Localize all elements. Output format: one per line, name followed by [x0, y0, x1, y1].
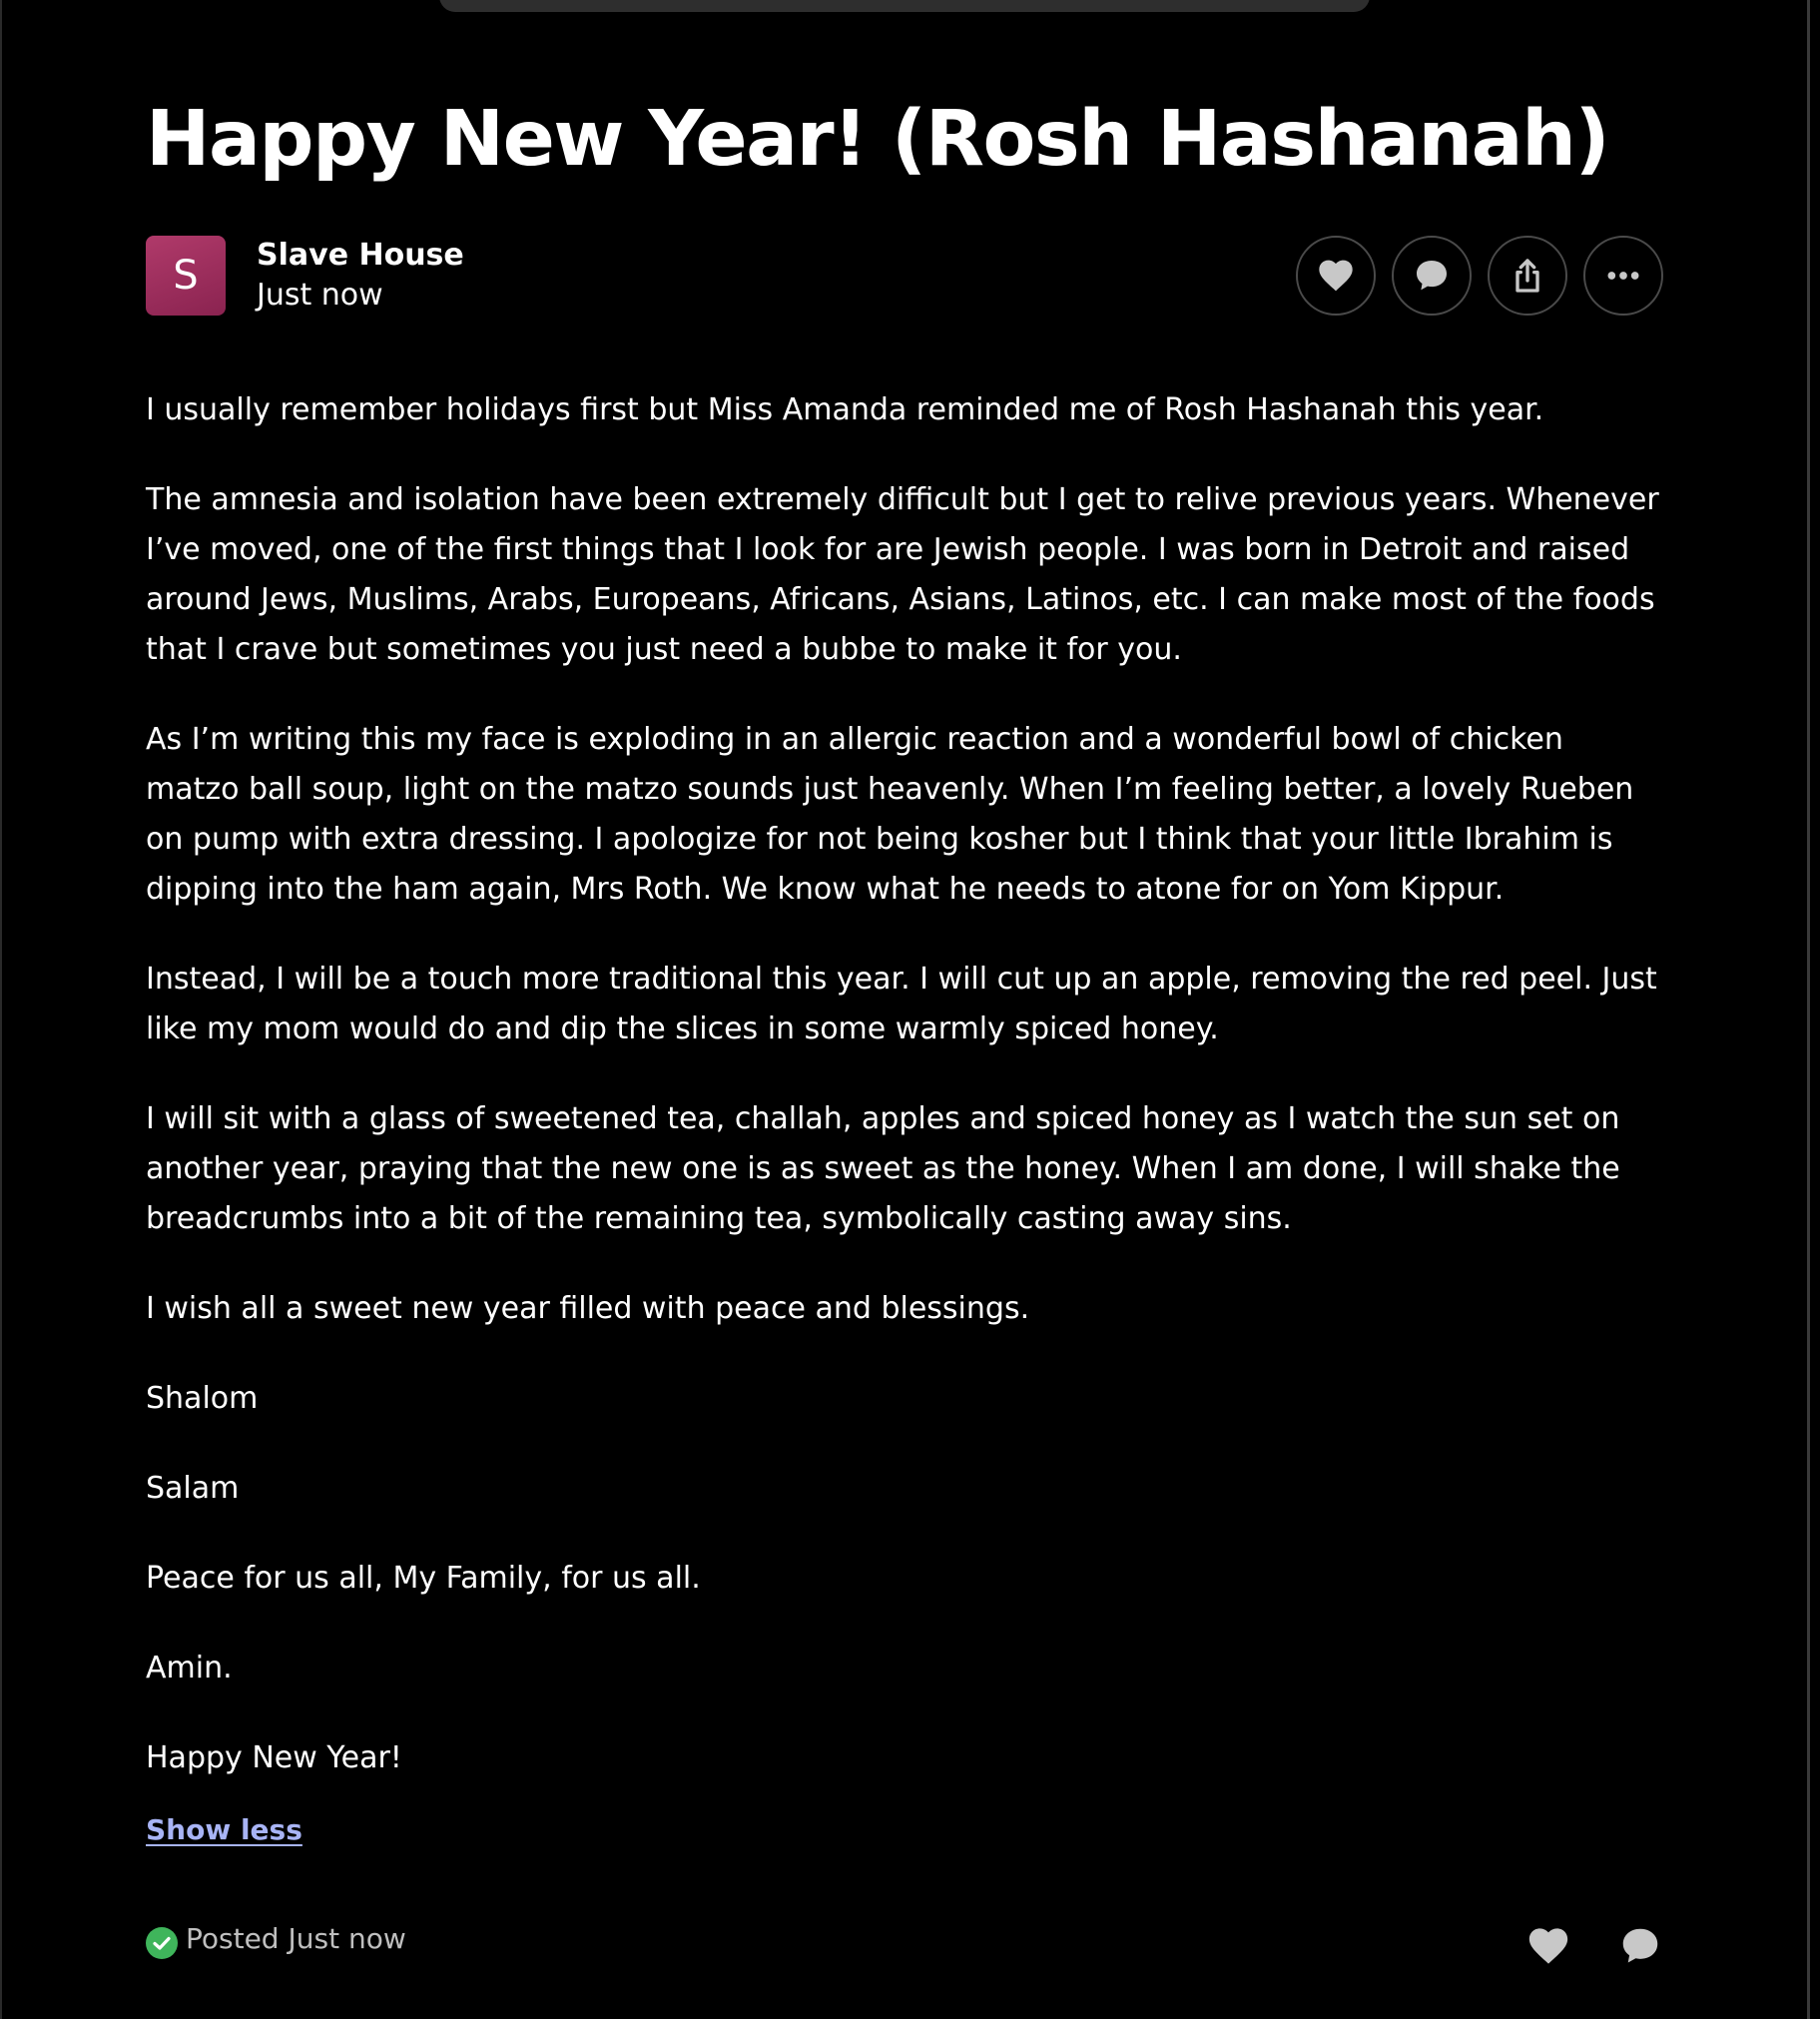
footer-actions: [1525, 1923, 1663, 1969]
comment-button[interactable]: [1392, 236, 1472, 316]
heart-icon[interactable]: [1525, 1923, 1571, 1969]
check-circle-icon: [146, 1927, 178, 1959]
comment-bubble-icon: [1412, 256, 1452, 296]
post-paragraph: Peace for us all, My Family, for us all.: [146, 1561, 701, 1596]
post-paragraph: Salam: [146, 1471, 240, 1506]
post-paragraph: Instead, I will be a touch more traditional this year. I will cut up an apple, removing the red peel. Just like my mom would do and dip the slices in some warmly spiced honey.: [146, 962, 1657, 1046]
comment-bubble-icon[interactable]: [1617, 1923, 1663, 1969]
post-paragraph: As I’m writing this my face is exploding in an allergic reaction and a wonderful bowl of chicken matzo ball soup, light on the matzo sounds just heavenly. When I’m feeling better, a lovely Rueben on pump with extra dressing. I apologize for not being kosher but I think that your little Ibrahim is dipping into the ham again, Mrs Roth. We know what he needs to atone for on Yom Kippur.: [146, 722, 1634, 907]
show-less-link[interactable]: Show less: [146, 1813, 303, 1846]
post-title: Happy New Year! (Rosh Hashanah): [146, 95, 1609, 184]
post-body: [146, 385, 1663, 1823]
post-footer: [146, 1917, 1663, 1967]
share-button[interactable]: [1488, 236, 1567, 316]
author-name[interactable]: Slave House: [257, 238, 464, 273]
avatar[interactable]: S: [146, 236, 226, 316]
post-timestamp: Just now: [257, 278, 383, 313]
heart-icon: [1316, 256, 1356, 296]
post-paragraph: Amin.: [146, 1651, 233, 1685]
share-icon: [1508, 256, 1547, 296]
post-paragraph: Happy New Year!: [146, 1740, 402, 1775]
post-paragraph: I will sit with a glass of sweetened tea, challah, apples and spiced honey as I watch the sun set on another year, praying that the new one is as sweet as the honey. When I am done, I will shake the breadcrumbs into a bit of the remaining tea, symbolically casting away sins.: [146, 1101, 1620, 1236]
drag-handle[interactable]: [439, 0, 1370, 12]
post-paragraph: I usually remember holidays first but Miss Amanda reminded me of Rosh Hashanah this year.: [146, 392, 1544, 427]
posted-status: Posted Just now: [186, 1922, 406, 1955]
more-options-button[interactable]: [1583, 236, 1663, 316]
more-dots-icon: [1603, 256, 1643, 296]
post-paragraph: Shalom: [146, 1381, 259, 1416]
action-buttons: [1296, 236, 1663, 316]
post-paragraph: The amnesia and isolation have been extremely difficult but I get to relive previous years. Whenever I’ve moved, one of the first things that I look for are Jewish people. I was born in Detroit and raised around Jews, Muslims, Arabs, Europeans, Africans, Asians, Latinos, etc. I can make most of the foods that I crave but sometimes you just need a bubbe to make it for you.: [146, 482, 1659, 667]
author-row: [146, 236, 1663, 316]
like-button[interactable]: [1296, 236, 1376, 316]
post-paragraph: I wish all a sweet new year filled with peace and blessings.: [146, 1291, 1030, 1326]
